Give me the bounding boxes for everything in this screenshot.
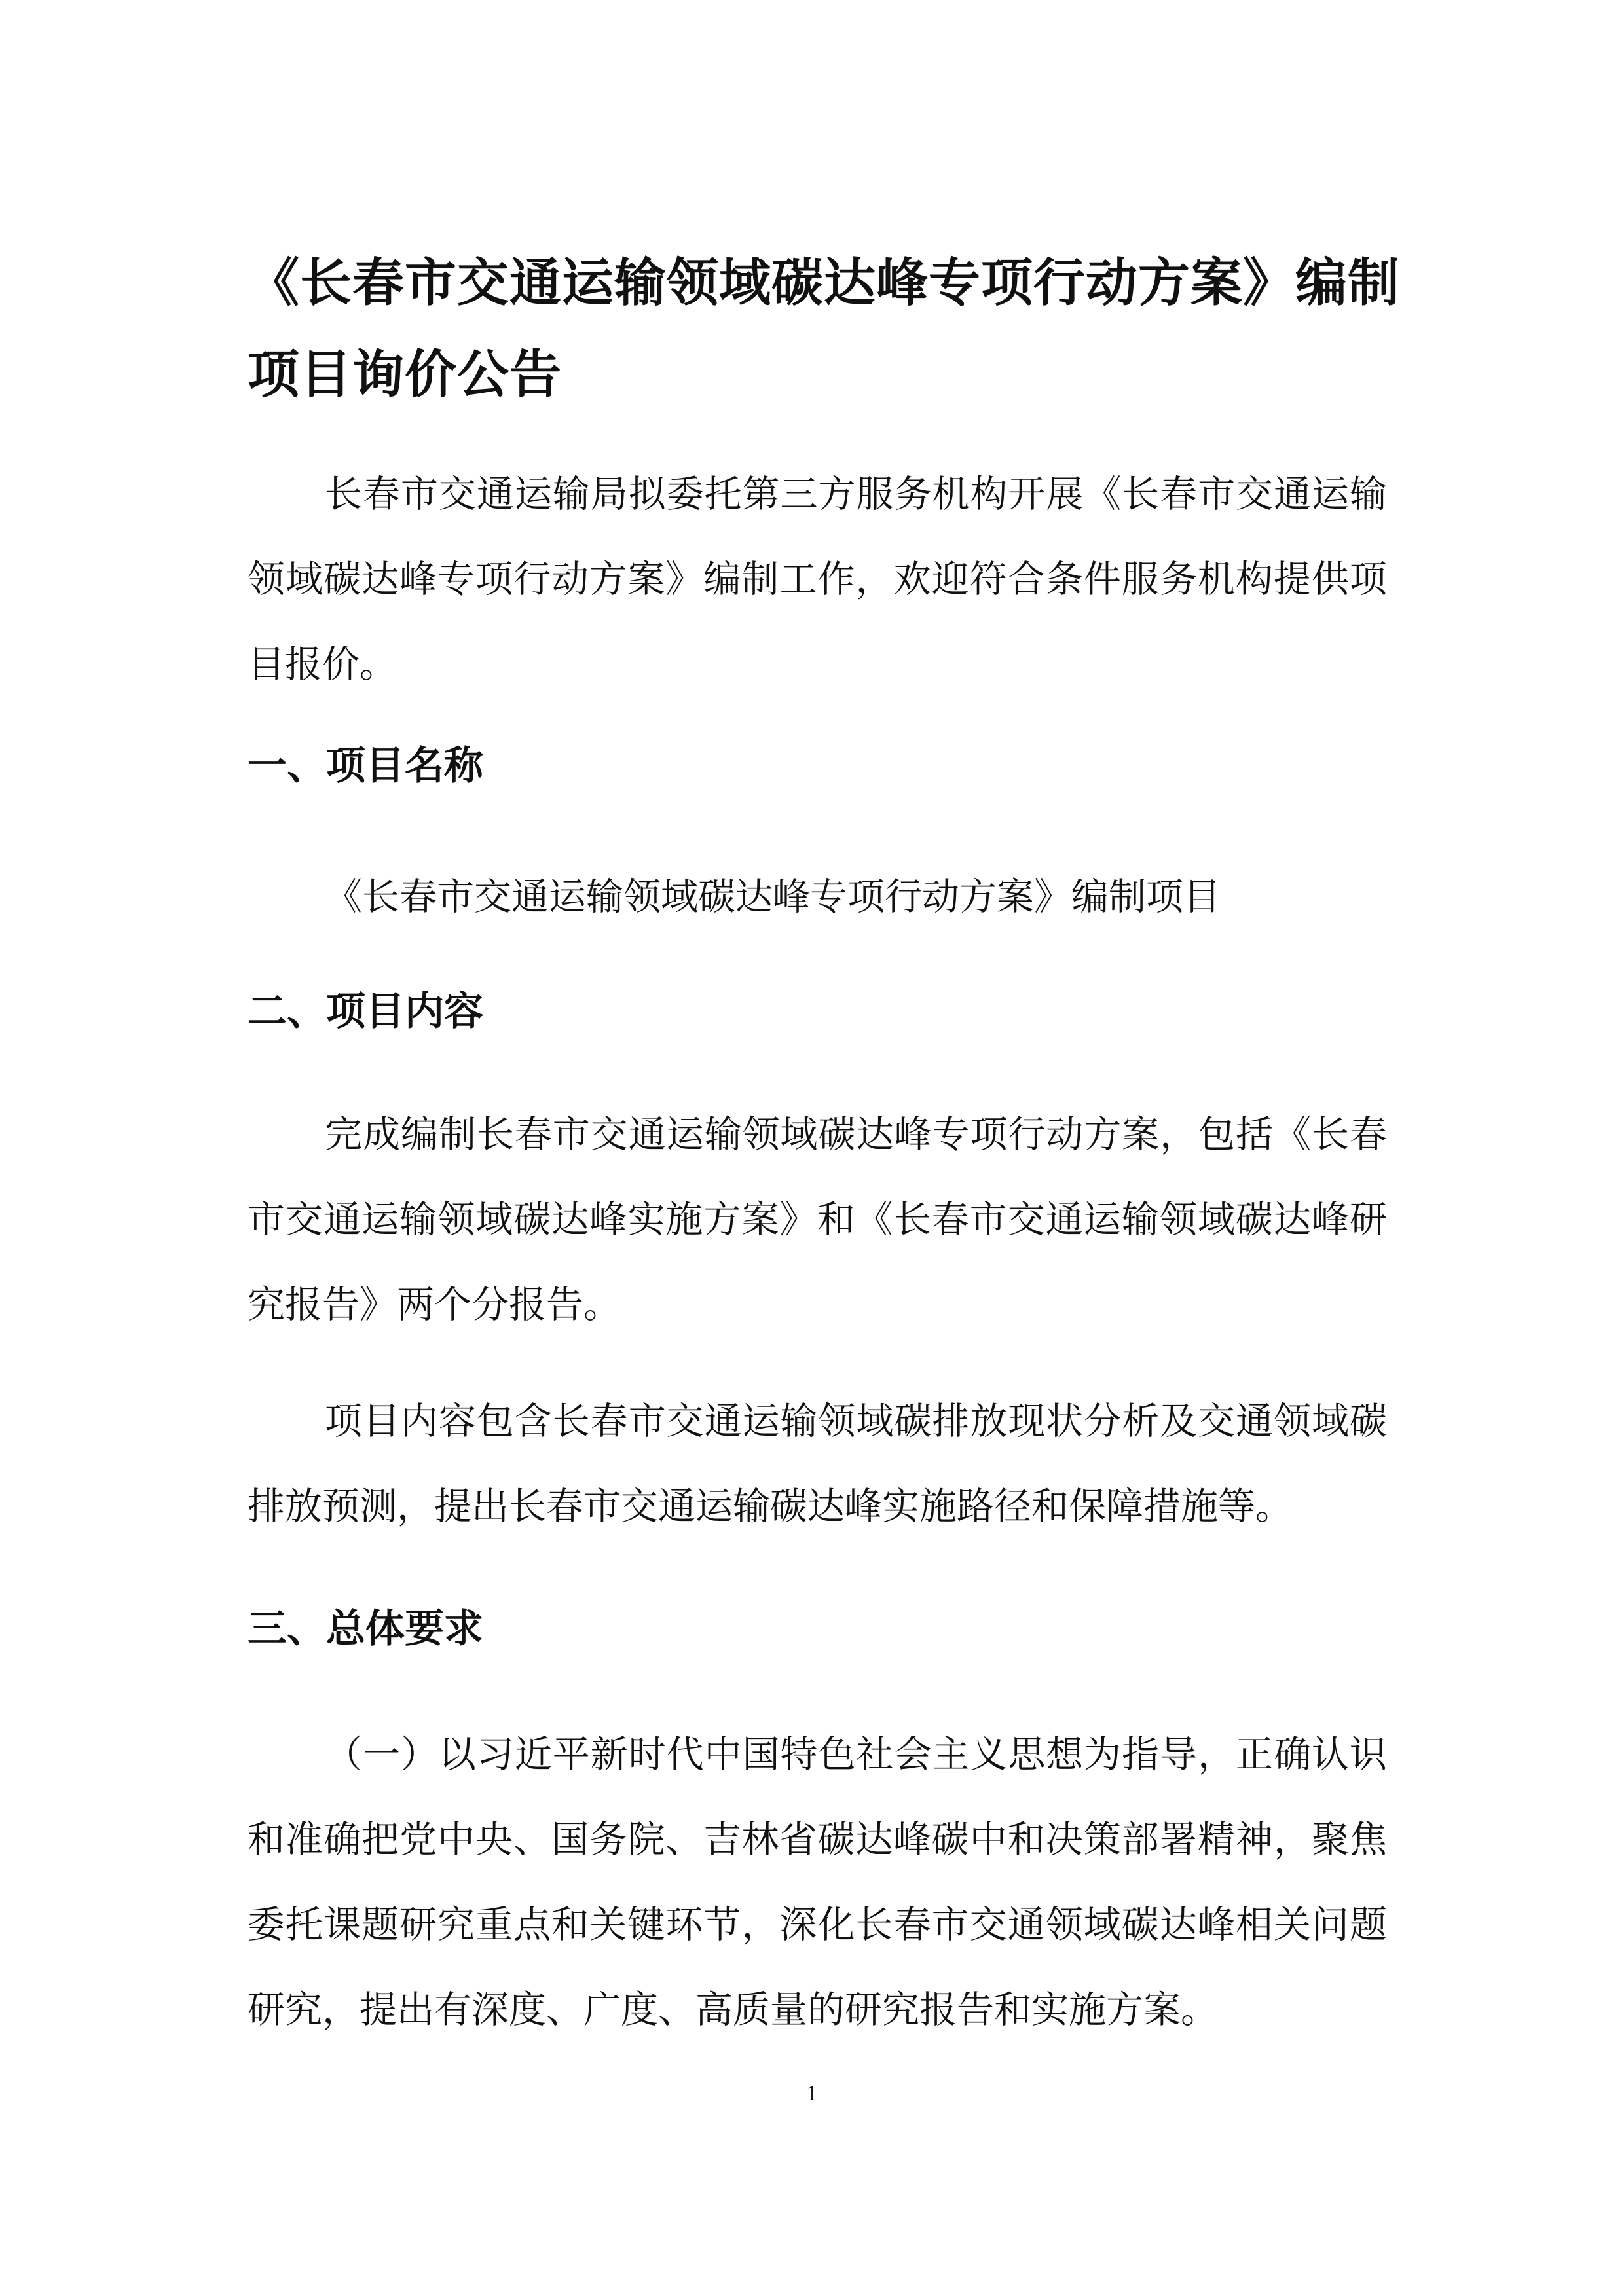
page-number: 1: [806, 2081, 818, 2105]
intro-paragraph: 长春市交通运输局拟委托第三方服务机构开展《长春市交通运输领域碳达峰专项行动方案》编制工作，欢迎符合条件服务机构提供项目报价。: [248, 473, 1387, 686]
section-heading-project-content: 二、项目内容: [248, 989, 483, 1034]
project-content-paragraph-1: 完成编制长春市交通运输领域碳达峰专项行动方案，包括《长春市交通运输领域碳达峰实施方案》和《长春市交通运输领域碳达峰研究报告》两个分报告。: [248, 1113, 1387, 1326]
document-title: 《长春市交通运输领域碳达峰专项行动方案》编制项目询价公告: [248, 253, 1400, 405]
general-requirements-paragraph-1: （一）以习近平新时代中国特色社会主义思想为指导，正确认识和准确把党中央、国务院、吉林省碳达峰碳中和决策部署精神，聚焦委托课题研究重点和关键环节，深化长春市交通领域碳达峰相关问题研究，提出有深度、广度、高质量的研究报告和实施方案。: [248, 1733, 1387, 2032]
project-name-paragraph: 《长春市交通运输领域碳达峰专项行动方案》编制项目: [325, 875, 1221, 919]
section-heading-general-requirements: 三、总体要求: [248, 1606, 483, 1652]
project-content-paragraph-2: 项目内容包含长春市交通运输领域碳排放现状分析及交通领域碳排放预测，提出长春市交通运输碳达峰实施路径和保障措施等。: [248, 1400, 1387, 1528]
section-heading-project-name: 一、项目名称: [248, 743, 483, 789]
